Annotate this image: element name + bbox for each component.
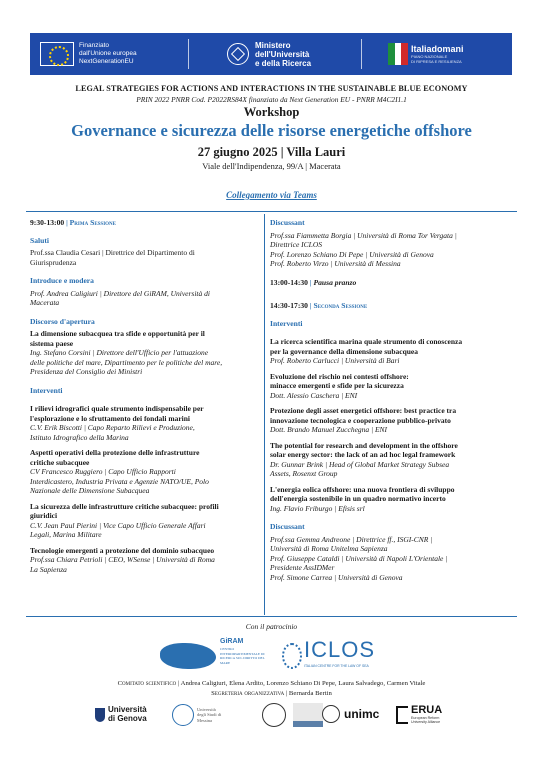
saluti-heading: Saluti (30, 235, 49, 245)
r-talk1-title-line2: per la governance della dimensione subacquea (270, 346, 418, 356)
session1-label: Prima Sessione (69, 218, 116, 227)
italiadomani-a: Italia (411, 44, 432, 54)
giram-logo (160, 637, 270, 673)
discussant2-line3: Prof. Giuseppe Cataldi | Università di Napoli L'Orientale | (270, 553, 448, 563)
discussant-line4: Prof. Roberto Virzo | Università di Messina (270, 259, 401, 268)
unime-line1: Università (197, 706, 216, 712)
talk3-speaker-line1: C.V. Jean Paul Pierini | Vice Capo Ufficio Generale Affari (30, 520, 206, 530)
program-top-rule (26, 211, 517, 212)
opening-heading: Discorso d'apertura (30, 316, 95, 326)
discussant2-heading: Discussant (270, 522, 305, 531)
unimc-seal-icon (322, 705, 340, 723)
event-address: Viale dell'Indipendenza, 99/A | Macerata (202, 161, 341, 171)
mur-logo (189, 33, 361, 75)
talk3-title-line2: giuridici (30, 511, 58, 520)
r-talk3-title-line2: innovazione tecnologica e cooperazione pubblico-privato (270, 415, 451, 425)
talk3-title-line1: La sicurezza delle infrastrutture critiche subacquee: profili (30, 501, 219, 511)
iclos-title: ICLOS (304, 637, 376, 662)
banner-divider (188, 39, 189, 69)
r-talk4-speaker-line2: Assets, Rosenxt Group (270, 469, 338, 478)
opening-title-line2: sistema paese (30, 338, 74, 348)
talk2-title-line1: Aspetti operativi della protezione delle infrastrutture (30, 448, 200, 457)
mediterranean-map-icon (160, 643, 216, 669)
unige-line2: di Genova (108, 713, 147, 723)
giram-subtitle: CENTRO INTERDIPARTIMENTALE DI RICERCA SUL DIRITTO DEL MARE (220, 647, 265, 665)
mur-line1: Ministero (255, 40, 291, 50)
iclos-logo (282, 637, 392, 673)
talk1-title-line2: l'esplorazione e lo sfruttamento dei fondali marini (30, 413, 190, 423)
iclos-mark-icon (282, 643, 302, 669)
session2-label: Seconda Sessione (313, 301, 368, 310)
r-talk1-speaker: Prof. Roberto Carlucci | Università di Bari (270, 356, 400, 365)
eu-logo (30, 33, 188, 75)
credits (0, 679, 543, 698)
mur-line2: dell'Università (255, 49, 310, 59)
discussant2-line1: Prof.ssa Gemma Andreone | Direttrice ff., ISGI-CNR | (270, 534, 433, 544)
lunch-label: Pausa pranzo (313, 277, 357, 287)
talk2-title-line2: critiche subacquee (30, 457, 90, 467)
program-right-column (270, 218, 515, 582)
r-talk2-title-line1: Evoluzione del rischio nei contesti offshore: (270, 371, 409, 381)
session1-time: 9:30-13:00 (30, 218, 65, 227)
program-left-column (30, 218, 260, 574)
eu-line3: NextGenerationEU (79, 58, 134, 65)
saluti-line1: Prof.ssa Claudia Cesari | Direttrice del Dipartimento di (30, 248, 195, 257)
university-logos (0, 700, 543, 734)
r-talk5-speaker: Ing. Flavio Friburgo | Efisis srl (270, 503, 365, 513)
unime-logo (172, 704, 221, 726)
project-title: LEGAL STRATEGIES FOR ACTIONS AND INTERACTIONS IN THE SUSTAINABLE BLUE ECONOMY (75, 84, 468, 93)
eu-flag-icon (40, 42, 74, 66)
discussant2-line4: Presidente AssIDMer (270, 563, 335, 572)
intro-line1: Prof. Andrea Caligiuri | Direttore del GiRAM, Università di (30, 288, 210, 298)
interventi2-heading: Interventi (270, 318, 303, 328)
discussant-line3: Prof. Lorenzo Schiano Di Pepe | Università di Genova (270, 249, 434, 259)
erua-logo (396, 705, 442, 724)
italiadomani-logo (362, 33, 512, 75)
r-talk2-speaker: Dott. Alessio Caschera | ENI (270, 390, 358, 400)
unime-seal-icon (172, 704, 194, 726)
session1-heading: 9:30-13:00 | Prima Sessione (30, 218, 116, 227)
r-talk5-title-line1: L'energia eolica offshore: una nuova frontiera di sviluppo (270, 484, 455, 494)
secretary-label: Segreteria organizzativa (211, 689, 285, 697)
committee-line: Comitato scientifico | Andrea Caligiuri, Elena Ardito, Lorenzo Schiano Di Pepe, Laura Salvadego, Carmen Vitale (117, 680, 426, 687)
talk1-speaker-line2: Istituto Idrografico della Marina (30, 432, 129, 442)
eu-line1: Finanziato (79, 42, 109, 49)
unige-logo (95, 706, 147, 723)
r-talk4-title-line1: The potential for research and development in the offshore (270, 440, 458, 450)
r-talk5-title-line2: dell'energia sostenibile in un quadro normativo incerto (270, 494, 446, 503)
talk4-speaker-line2: La Sapienza (30, 564, 67, 574)
secretary-name: Bernarda Bertin (288, 689, 332, 697)
unimc-text: unimc (344, 707, 380, 721)
session2-time: 14:30-17:30 (270, 301, 308, 310)
r-talk3-speaker: Dott. Brando Manuel Zucchegna | ENI (270, 425, 388, 434)
session2-heading: 14:30-17:30 | Seconda Sessione (270, 301, 368, 310)
r-talk4-title-line2: solar energy sector: the lack of an ad hoc legal framework (270, 450, 456, 459)
teams-link[interactable]: Collegamento via Teams (226, 190, 317, 200)
unige-line1: Università (108, 705, 147, 714)
workshop-label: Workshop (243, 105, 300, 119)
talk2-speaker-line3: Nazionale delle Dimensione Subacquea (30, 486, 150, 495)
mur-emblem-icon (227, 43, 249, 65)
erua-sub1: European Reform (411, 716, 440, 720)
saluti-line2: Giurisprudenza (30, 257, 77, 267)
talk2-speaker-line1: CV Francesco Ruggiero | Capo Ufficio Rapporti (30, 467, 176, 476)
lunch-heading: 13:00-14:30 | Pausa pranzo (270, 277, 357, 287)
iclos-subtitle: ITALIAN CENTRE FOR THE LAW OF SEA (304, 664, 369, 668)
erua-mark-icon (396, 706, 408, 724)
eu-line2: dall'Unione europea (79, 50, 137, 57)
italy-flag-icon (388, 43, 408, 65)
opening-speaker-line1: Ing. Stefano Corsini | Direttore dell'Ufficio per l'attuazione (30, 348, 209, 357)
program-bottom-rule (26, 616, 517, 617)
giram-title: GiRAM (220, 638, 244, 645)
opening-speaker-line2: delle politiche del mare, Dipartimento per le politiche del mare, (30, 357, 223, 367)
unimc-logo (318, 705, 379, 723)
intro-line2: Macerata (30, 298, 60, 307)
discussant2-line5: Prof. Simone Carrea | Università di Genova (270, 572, 403, 582)
discussant2-line2: Università di Roma Unitelma Sapienza (270, 544, 388, 553)
erua-sub2: University Alliance (411, 720, 441, 724)
committee-members: Andrea Caligiuri, Elena Ardito, Lorenzo Schiano Di Pepe, Laura Salvadego, Carmen Vitale (180, 680, 426, 687)
unime-line2: degli Studi di (197, 712, 222, 718)
r-talk2-title-line2: minacce emergenti e sfide per la sicurezza (270, 381, 404, 390)
discussant-line1: Prof.ssa Fiammetta Borgia | Università di Roma Tor Vergata | (270, 230, 457, 240)
banner-divider (361, 39, 362, 69)
opening-title-line1: La dimensione subacquea tra sfide e opportunità per il (30, 329, 205, 338)
erua-title: ERUA (411, 704, 443, 716)
talk1-title-line1: I rilievi idrografici quale strumento indispensabile per (30, 404, 204, 413)
event-date: 27 giugno 2025 | Villa Lauri (197, 145, 346, 159)
discussant-line2: Direttrice ICLOS (270, 240, 323, 249)
unige-shield-icon (95, 708, 105, 722)
event-title: Governance e sicurezza delle risorse energetiche offshore (71, 121, 472, 140)
funding-banner (30, 33, 512, 75)
discussant-heading: Discussant (270, 218, 305, 227)
lunch-time: 13:00-14:30 (270, 277, 308, 287)
secretary-line: Segreteria organizzativa | Bernarda Bertin (211, 689, 332, 697)
talk3-speaker-line2: Legali, Marina Militare (30, 530, 102, 539)
italiadomani-b: domani (431, 44, 464, 54)
patrocinio-label: Con il patrocinio (245, 622, 298, 631)
talk4-title-line1: Tecnologie emergenti a protezione del dominio subacqueo (30, 545, 215, 555)
talk1-speaker-line1: C.V. Erik Biscotti | Capo Reparto Rilievi e Produzione, (30, 423, 195, 432)
opening-speaker-line3: Presidenza del Consiglio dei Ministri (30, 367, 143, 376)
italiadomani-sub2: DI RIPRESA E RESILIENZA (411, 59, 462, 64)
intro-heading: Introduce e modera (30, 276, 94, 285)
r-talk4-speaker-line1: Dr. Gunnar Brink | Head of Global Market Strategy Subsea (270, 459, 450, 469)
orientale-logo (262, 703, 286, 727)
talk2-speaker-line2: Interdicastero, Industria Privata e Agenzie NATO/UE, Polo (30, 476, 209, 486)
orientale-seal-icon (262, 703, 286, 727)
italiadomani-sub1: PIANO NAZIONALE (411, 54, 448, 59)
interventi-heading: Interventi (30, 385, 63, 395)
unime-line3: Messina (197, 717, 212, 723)
r-talk3-title-line1: Protezione degli asset energetici offshore: best practice tra (270, 406, 457, 415)
prin-line: PRIN 2022 PNRR Cod. P2022RS84X finanziato da Next Generation EU - PNRR M4C2I1.1 (136, 95, 407, 104)
committee-label: Comitato scientifico (117, 680, 177, 687)
r-talk1-title-line1: La ricerca scientifica marina quale strumento di conoscenza (270, 337, 463, 346)
talk4-speaker-line1: Prof.ssa Chiara Petrioli | CEO, WSense | Università di Roma (30, 555, 215, 564)
program-column-divider (264, 214, 265, 615)
mur-line3: e della Ricerca (255, 58, 312, 68)
patron-logos (0, 633, 543, 677)
